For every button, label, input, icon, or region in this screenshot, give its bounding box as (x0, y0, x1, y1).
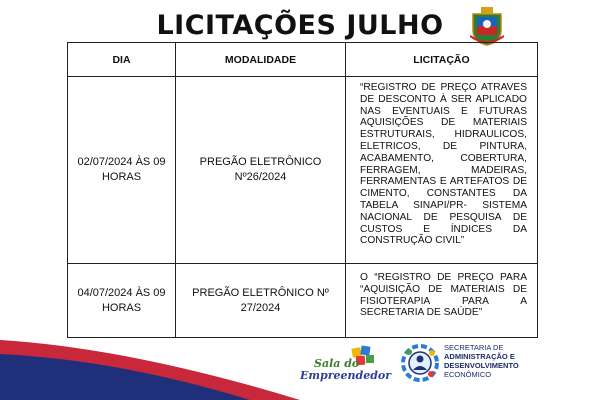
header-modalidade: MODALIDADE (176, 43, 346, 77)
header-licitacao: LICITAÇÃO (346, 43, 538, 77)
sec-line3: DESENVOLVIMENTO (444, 361, 519, 370)
page-title: LICITAÇÕES JULHO (156, 10, 444, 41)
sala-line1: Sala do (314, 357, 360, 370)
secretaria-gears-logo (400, 343, 440, 383)
sec-line1: SECRETARIA DE (444, 343, 504, 352)
secretaria-text (444, 343, 554, 379)
sec-line2: ADMINISTRAÇÃO E (444, 352, 515, 361)
cell-dia: 04/07/2024 ÀS 09 HORAS (68, 264, 176, 338)
licitacoes-table (67, 42, 538, 338)
cell-modalidade: PREGÃO ELETRÔNICO Nº 27/2024 (176, 264, 346, 338)
cell-licitacao: O “REGISTRO DE PREÇO PARA “AQUISIÇÃO DE MATERIAIS DE FISIOTERAPIA PARA A SECRETARIA DE SAÚDE” (346, 264, 538, 338)
cell-licitacao: “REGISTRO DE PREÇO ATRAVES DE DESCONTO À SER APLICADO NAS EVENTUAIS E FUTURAS AQUISIÇÕES DE MATERIAIS ESTRUTURAIS, HIDRAULICOS, ELETRICOS, DE PINTURA, ACABAMENTO, COBERTURA, FERRAGEM, MADEIRAS, FERRAMENTAS E ARTEFATOS DE CIMENTO, CONSTANTES DA TABELA SINAPI/PR- SISTEMA NACIONAL DE PESQUISA DE CUSTOS E ÍNDICES DA CONSTRUÇÃO CIVIL” (346, 77, 538, 264)
municipal-coat-of-arms-icon (470, 6, 504, 46)
cell-modalidade: PREGÃO ELETRÔNICO Nº26/2024 (176, 77, 346, 264)
sala-do-empreendedor-text (300, 358, 391, 382)
sec-line4: ECONÔMICO (444, 370, 492, 379)
header-dia: DIA (68, 43, 176, 77)
table-row (68, 77, 538, 264)
cell-dia: 02/07/2024 ÀS 09 HORAS (68, 77, 176, 264)
sala-line2: Empreendedor (300, 369, 392, 382)
table-header-row (68, 43, 538, 77)
